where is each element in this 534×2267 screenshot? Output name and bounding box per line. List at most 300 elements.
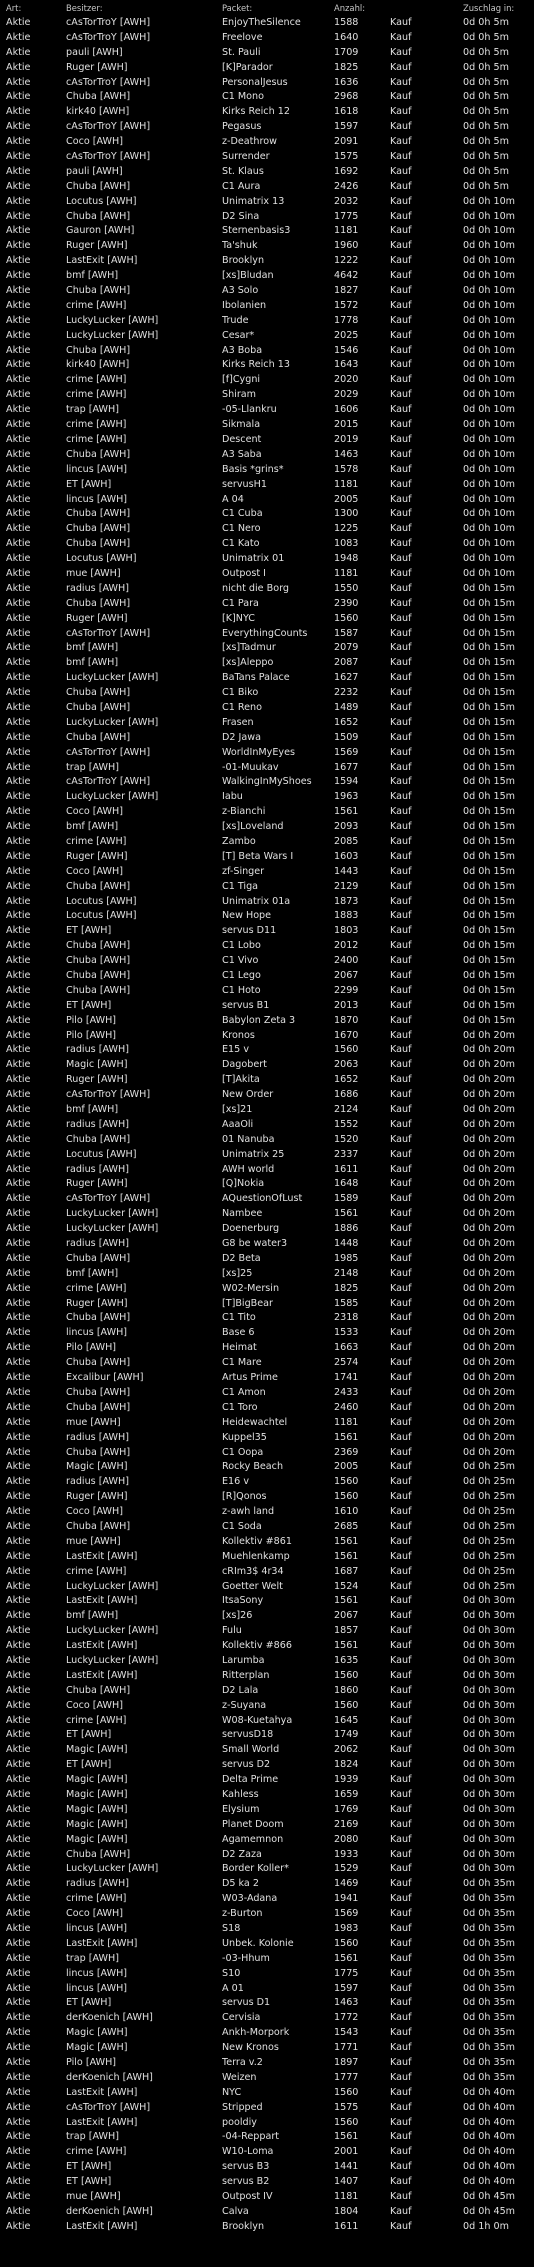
amount-cell: 2124 [334, 1104, 359, 1116]
owner-cell: Magic [AWH] [66, 2027, 128, 2039]
action-link[interactable]: Kauf [390, 1982, 412, 1994]
action-link[interactable]: Kauf [390, 121, 412, 133]
action-link[interactable]: Kauf [390, 865, 412, 877]
action-link[interactable]: Kauf [390, 582, 412, 594]
type-cell: Aktie [6, 1699, 31, 1711]
packet-cell: Outpost I [222, 567, 266, 579]
time-cell: 0d 0h 10m [463, 329, 516, 341]
action-link[interactable]: Kauf [390, 2042, 412, 2054]
action-link[interactable]: Kauf [390, 1446, 412, 1458]
action-link[interactable]: Kauf [390, 1788, 412, 1800]
action-link[interactable]: Kauf [390, 1803, 412, 1815]
packet-cell: Dagobert [222, 1059, 267, 1071]
type-cell: Aktie [6, 910, 31, 922]
time-cell: 0d 0h 30m [463, 1595, 516, 1607]
action-link[interactable]: Kauf [390, 389, 412, 401]
table-row [0, 165, 534, 180]
table-row [0, 984, 534, 999]
action-link[interactable]: Kauf [390, 761, 412, 773]
action-link[interactable]: Kauf [390, 240, 412, 252]
amount-cell: 1225 [334, 523, 359, 535]
packet-cell: C1 Tiga [222, 880, 259, 892]
type-cell: Aktie [6, 389, 31, 401]
action-link[interactable]: Kauf [390, 2146, 412, 2158]
action-link[interactable]: Kauf [390, 1118, 412, 1130]
type-cell: Aktie [6, 1312, 31, 1324]
type-cell: Aktie [6, 1118, 31, 1130]
action-link[interactable]: Kauf [390, 1967, 412, 1979]
action-link[interactable]: Kauf [390, 1535, 412, 1547]
action-link[interactable]: Kauf [390, 1074, 412, 1086]
table-row [0, 373, 534, 388]
action-link[interactable]: Kauf [390, 1044, 412, 1056]
table-row [0, 1937, 534, 1952]
packet-cell: S10 [222, 1967, 241, 1979]
action-link[interactable]: Kauf [390, 1595, 412, 1607]
table-row [0, 2160, 534, 2175]
table-row [0, 1073, 534, 1088]
owner-cell: Chuba [AWH] [66, 731, 131, 743]
packet-cell: Ta'shuk [222, 240, 258, 252]
action-link[interactable]: Kauf [390, 2057, 412, 2069]
action-link[interactable]: Kauf [390, 2101, 412, 2113]
type-cell: Aktie [6, 1654, 31, 1666]
action-link[interactable]: Kauf [390, 404, 412, 416]
table-row [0, 597, 534, 612]
action-link[interactable]: Kauf [390, 1386, 412, 1398]
amount-cell: 1561 [334, 1208, 359, 1220]
type-cell: Aktie [6, 195, 31, 207]
owner-cell: Magic [AWH] [66, 1744, 128, 1756]
packet-cell: C1 Kato [222, 538, 260, 550]
amount-cell: 1509 [334, 731, 359, 743]
action-link[interactable]: Kauf [390, 2191, 412, 2203]
type-cell: Aktie [6, 1461, 31, 1473]
type-cell: Aktie [6, 1893, 31, 1905]
time-cell: 0d 0h 15m [463, 821, 516, 833]
action-link[interactable]: Kauf [390, 374, 412, 386]
action-link[interactable]: Kauf [390, 1580, 412, 1592]
time-cell: 0d 0h 35m [463, 2071, 516, 2083]
action-link[interactable]: Kauf [390, 1014, 412, 1026]
table-row [0, 1624, 534, 1639]
action-link[interactable]: Kauf [390, 970, 412, 981]
type-cell: Aktie [6, 1491, 31, 1503]
amount-cell: 1769 [334, 1803, 359, 1815]
action-link[interactable]: Kauf [390, 1565, 412, 1577]
table-row [0, 939, 534, 954]
table-row [0, 775, 534, 790]
table-row [0, 522, 534, 537]
type-cell: Aktie [6, 835, 31, 847]
time-cell: 0d 0h 20m [463, 1327, 516, 1339]
table-row [0, 1684, 534, 1699]
action-link[interactable]: Kauf [390, 17, 412, 28]
action-link[interactable]: Kauf [390, 791, 412, 803]
table-row [0, 999, 534, 1014]
table-row [0, 418, 534, 433]
owner-cell: Chuba [AWH] [66, 597, 131, 609]
action-link[interactable]: Kauf [390, 1923, 412, 1934]
action-link[interactable]: Kauf [390, 2176, 412, 2188]
action-link[interactable]: Kauf [390, 1208, 412, 1220]
table-row [0, 76, 534, 91]
packet-cell: C1 Cuba [222, 508, 263, 520]
action-link[interactable]: Kauf [390, 1506, 412, 1518]
action-link[interactable]: Kauf [390, 1059, 412, 1071]
owner-cell: Pilo [AWH] [66, 1029, 117, 1041]
table-row [0, 433, 534, 448]
amount-cell: 1886 [334, 1223, 359, 1235]
action-link[interactable]: Kauf [390, 2161, 412, 2173]
action-link[interactable]: Kauf [390, 285, 412, 297]
table-row [0, 820, 534, 835]
packet-cell: -04-Reppart [222, 2131, 280, 2143]
action-link[interactable]: Kauf [390, 2071, 412, 2083]
action-link[interactable]: Kauf [390, 746, 412, 758]
type-cell: Aktie [6, 880, 31, 892]
amount-cell: 1824 [334, 1759, 359, 1771]
owner-cell: Chuba [AWH] [66, 940, 131, 952]
action-link[interactable]: Kauf [390, 672, 412, 684]
action-link[interactable]: Kauf [390, 2205, 412, 2217]
owner-cell: lincus [AWH] [66, 1327, 128, 1339]
action-link[interactable]: Kauf [390, 701, 412, 713]
action-link[interactable]: Kauf [390, 433, 412, 445]
action-link[interactable]: Kauf [390, 910, 412, 922]
type-cell: Aktie [6, 955, 31, 967]
type-cell: Aktie [6, 270, 31, 282]
action-link[interactable]: Kauf [390, 1520, 412, 1532]
action-link[interactable]: Kauf [390, 180, 412, 192]
packet-cell: BaTans Palace [222, 672, 290, 684]
action-link[interactable]: Kauf [390, 925, 412, 937]
time-cell: 0d 0h 15m [463, 984, 516, 996]
time-cell: 0d 0h 20m [463, 1267, 516, 1279]
action-link[interactable]: Kauf [390, 359, 412, 371]
action-link[interactable]: Kauf [390, 493, 412, 505]
type-cell: Aktie [6, 1297, 31, 1309]
owner-cell: crime [AWH] [66, 419, 127, 431]
action-link[interactable]: Kauf [390, 523, 412, 535]
action-link[interactable]: Kauf [390, 999, 412, 1011]
table-row [0, 150, 534, 165]
action-link[interactable]: Kauf [390, 195, 412, 207]
owner-cell: radius [AWH] [66, 1238, 129, 1250]
table-row [0, 1833, 534, 1848]
amount-cell: 1575 [334, 151, 359, 163]
owner-cell: bmf [AWH] [66, 1267, 119, 1279]
action-link[interactable]: Kauf [390, 225, 412, 237]
packet-cell: z-Suyana [222, 1699, 267, 1711]
action-link[interactable]: Kauf [390, 76, 412, 88]
time-cell: 0d 0h 25m [463, 1491, 516, 1503]
table-row [0, 1818, 534, 1833]
amount-cell: 1560 [334, 1669, 359, 1681]
type-cell: Aktie [6, 1208, 31, 1220]
action-link[interactable]: Kauf [390, 329, 412, 341]
action-link[interactable]: Kauf [390, 1297, 412, 1309]
table-row [0, 2145, 534, 2160]
action-link[interactable]: Kauf [390, 1148, 412, 1160]
packet-cell: C1 Tito [222, 1312, 256, 1324]
packet-cell: Brooklyn [222, 2220, 265, 2232]
action-link[interactable]: Kauf [390, 955, 412, 967]
action-link[interactable]: Kauf [390, 1491, 412, 1503]
action-link[interactable]: Kauf [390, 255, 412, 267]
action-link[interactable]: Kauf [390, 1774, 412, 1786]
action-link[interactable]: Kauf [390, 984, 412, 996]
table-row [0, 1163, 534, 1178]
action-link[interactable]: Kauf [390, 1431, 412, 1443]
action-link[interactable]: Kauf [390, 1178, 412, 1190]
action-link[interactable]: Kauf [390, 1714, 412, 1726]
action-link[interactable]: Kauf [390, 1625, 412, 1637]
action-link[interactable]: Kauf [390, 1684, 412, 1696]
action-link[interactable]: Kauf [390, 1863, 412, 1875]
owner-cell: cAsTorTroY [AWH] [66, 31, 151, 43]
type-cell: Aktie [6, 121, 31, 133]
table-row [0, 954, 534, 969]
action-link[interactable]: Kauf [390, 821, 412, 833]
action-link[interactable]: Kauf [390, 2012, 412, 2024]
action-link[interactable]: Kauf [390, 1133, 412, 1145]
time-cell: 0d 0h 20m [463, 1312, 516, 1324]
amount-cell: 1897 [334, 2057, 359, 2069]
action-link[interactable]: Kauf [390, 1997, 412, 2009]
time-cell: 0d 0h 30m [463, 1699, 516, 1711]
action-link[interactable]: Kauf [390, 314, 412, 326]
time-cell: 0d 0h 5m [463, 61, 509, 73]
action-link[interactable]: Kauf [390, 1342, 412, 1354]
owner-cell: bmf [AWH] [66, 642, 119, 654]
time-cell: 0d 0h 30m [463, 1669, 516, 1681]
time-cell: 0d 0h 20m [463, 1446, 516, 1458]
action-link[interactable]: Kauf [390, 1848, 412, 1860]
time-cell: 0d 0h 25m [463, 1565, 516, 1577]
action-link[interactable]: Kauf [390, 1550, 412, 1562]
action-link[interactable]: Kauf [390, 880, 412, 892]
action-link[interactable]: Kauf [390, 165, 412, 177]
type-cell: Aktie [6, 1029, 31, 1041]
amount-cell: 1804 [334, 2205, 359, 2217]
action-link[interactable]: Kauf [390, 835, 412, 847]
action-link[interactable]: Kauf [390, 1193, 412, 1205]
action-link[interactable]: Kauf [390, 776, 412, 788]
amount-cell: 2012 [334, 940, 359, 952]
time-cell: 0d 0h 35m [463, 1967, 516, 1979]
type-cell: Aktie [6, 329, 31, 341]
table-row [0, 790, 534, 805]
type-cell: Aktie [6, 91, 31, 103]
time-cell: 0d 0h 15m [463, 627, 516, 639]
action-link[interactable]: Kauf [390, 1327, 412, 1339]
action-link[interactable]: Kauf [390, 270, 412, 282]
action-link[interactable]: Kauf [390, 567, 412, 579]
type-cell: Aktie [6, 433, 31, 445]
action-link[interactable]: Kauf [390, 538, 412, 550]
action-link[interactable]: Kauf [390, 1163, 412, 1175]
owner-cell: trap [AWH] [66, 1952, 119, 1964]
owner-cell: bmf [AWH] [66, 821, 119, 833]
action-link[interactable]: Kauf [390, 1476, 412, 1488]
time-cell: 0d 0h 35m [463, 2057, 516, 2069]
action-link[interactable]: Kauf [390, 1357, 412, 1369]
time-cell: 0d 0h 10m [463, 359, 516, 371]
table-row [0, 299, 534, 314]
action-link[interactable]: Kauf [390, 2027, 412, 2039]
action-link[interactable]: Kauf [390, 553, 412, 565]
owner-cell: Pilo [AWH] [66, 2057, 117, 2069]
amount-cell: 2001 [334, 2146, 359, 2158]
action-link[interactable]: Kauf [390, 1818, 412, 1830]
action-link[interactable]: Kauf [390, 1893, 412, 1905]
action-link[interactable]: Kauf [390, 1669, 412, 1681]
action-link[interactable]: Kauf [390, 1252, 412, 1264]
action-link[interactable]: Kauf [390, 1029, 412, 1041]
type-cell: Aktie [6, 404, 31, 416]
action-link[interactable]: Kauf [390, 1416, 412, 1428]
action-link[interactable]: Kauf [390, 2086, 412, 2098]
action-link[interactable]: Kauf [390, 657, 412, 669]
time-cell: 0d 0h 20m [463, 1104, 516, 1116]
type-cell: Aktie [6, 746, 31, 758]
amount-cell: 1777 [334, 2071, 359, 2083]
time-cell: 0d 0h 10m [463, 538, 516, 550]
packet-cell: C1 Amon [222, 1386, 266, 1398]
time-cell: 0d 0h 15m [463, 865, 516, 877]
action-link[interactable]: Kauf [390, 2220, 412, 2232]
amount-cell: 1603 [334, 850, 359, 862]
table-row [0, 1743, 534, 1758]
packet-cell: Unimatrix 01a [222, 895, 291, 907]
action-link[interactable]: Kauf [390, 1640, 412, 1652]
type-cell: Aktie [6, 791, 31, 803]
table-row [0, 1446, 534, 1461]
action-link[interactable]: Kauf [390, 1759, 412, 1771]
action-link[interactable]: Kauf [390, 1312, 412, 1324]
action-link[interactable]: Kauf [390, 1610, 412, 1622]
amount-cell: 1709 [334, 46, 359, 58]
action-link[interactable]: Kauf [390, 106, 412, 118]
action-link[interactable]: Kauf [390, 597, 412, 609]
action-link[interactable]: Kauf [390, 91, 412, 103]
header-type: Art: [6, 3, 22, 13]
action-link[interactable]: Kauf [390, 627, 412, 639]
time-cell: 0d 0h 10m [463, 225, 516, 237]
action-link[interactable]: Kauf [390, 1729, 412, 1741]
type-cell: Aktie [6, 761, 31, 773]
action-link[interactable]: Kauf [390, 1372, 412, 1384]
table-row [0, 388, 534, 403]
type-cell: Aktie [6, 165, 31, 177]
owner-cell: Chuba [AWH] [66, 687, 131, 699]
action-link[interactable]: Kauf [390, 210, 412, 222]
action-link[interactable]: Kauf [390, 344, 412, 356]
amount-cell: 1963 [334, 791, 359, 803]
type-cell: Aktie [6, 553, 31, 565]
action-link[interactable]: Kauf [390, 940, 412, 952]
amount-cell: 1463 [334, 448, 359, 460]
amount-cell: 1300 [334, 508, 359, 520]
action-link[interactable]: Kauf [390, 463, 412, 475]
time-cell: 0d 0h 40m [463, 2176, 516, 2188]
action-link[interactable]: Kauf [390, 1654, 412, 1666]
table-row [0, 2041, 534, 2056]
action-link[interactable]: Kauf [390, 1089, 412, 1101]
action-link[interactable]: Kauf [390, 1267, 412, 1279]
type-cell: Aktie [6, 1714, 31, 1726]
time-cell: 0d 0h 30m [463, 1759, 516, 1771]
action-link[interactable]: Kauf [390, 716, 412, 728]
action-link[interactable]: Kauf [390, 478, 412, 490]
action-link[interactable]: Kauf [390, 1744, 412, 1756]
action-link[interactable]: Kauf [390, 1833, 412, 1845]
action-link[interactable]: Kauf [390, 136, 412, 148]
action-link[interactable]: Kauf [390, 31, 412, 43]
action-link[interactable]: Kauf [390, 448, 412, 460]
time-cell: 0d 0h 15m [463, 642, 516, 654]
action-link[interactable]: Kauf [390, 1937, 412, 1949]
owner-cell: lincus [AWH] [66, 1923, 128, 1934]
amount-cell: 1677 [334, 761, 359, 773]
action-link[interactable]: Kauf [390, 508, 412, 520]
action-link[interactable]: Kauf [390, 61, 412, 73]
time-cell: 0d 0h 35m [463, 2042, 516, 2054]
action-link[interactable]: Kauf [390, 46, 412, 58]
owner-cell: crime [AWH] [66, 299, 127, 311]
time-cell: 0d 0h 10m [463, 433, 516, 445]
amount-cell: 2148 [334, 1267, 359, 1279]
action-link[interactable]: Kauf [390, 1104, 412, 1116]
action-link[interactable]: Kauf [390, 1282, 412, 1294]
action-link[interactable]: Kauf [390, 731, 412, 743]
action-link[interactable]: Kauf [390, 2116, 412, 2128]
time-cell: 0d 0h 20m [463, 1208, 516, 1220]
action-link[interactable]: Kauf [390, 151, 412, 163]
action-link[interactable]: Kauf [390, 1908, 412, 1920]
amount-cell: 1860 [334, 1684, 359, 1696]
action-link[interactable]: Kauf [390, 1878, 412, 1890]
type-cell: Aktie [6, 940, 31, 952]
amount-cell: 1870 [334, 1014, 359, 1026]
packet-cell: C1 Vivo [222, 955, 259, 967]
action-link[interactable]: Kauf [390, 895, 412, 907]
action-link[interactable]: Kauf [390, 1401, 412, 1413]
packet-cell: [xs]26 [222, 1610, 253, 1622]
action-link[interactable]: Kauf [390, 1699, 412, 1711]
action-link[interactable]: Kauf [390, 299, 412, 311]
type-cell: Aktie [6, 1014, 31, 1026]
action-link[interactable]: Kauf [390, 687, 412, 699]
action-link[interactable]: Kauf [390, 419, 412, 431]
table-row [0, 552, 534, 567]
action-link[interactable]: Kauf [390, 642, 412, 654]
table-row [0, 805, 534, 820]
table-row [0, 284, 534, 299]
packet-cell: Larumba [222, 1654, 265, 1666]
action-link[interactable]: Kauf [390, 1461, 412, 1473]
action-link[interactable]: Kauf [390, 850, 412, 862]
action-link[interactable]: Kauf [390, 1238, 412, 1250]
action-link[interactable]: Kauf [390, 1952, 412, 1964]
action-link[interactable]: Kauf [390, 806, 412, 818]
time-cell: 0d 0h 20m [463, 1074, 516, 1086]
action-link[interactable]: Kauf [390, 612, 412, 624]
amount-cell: 2299 [334, 984, 359, 996]
action-link[interactable]: Kauf [390, 1223, 412, 1235]
action-link[interactable]: Kauf [390, 2131, 412, 2143]
